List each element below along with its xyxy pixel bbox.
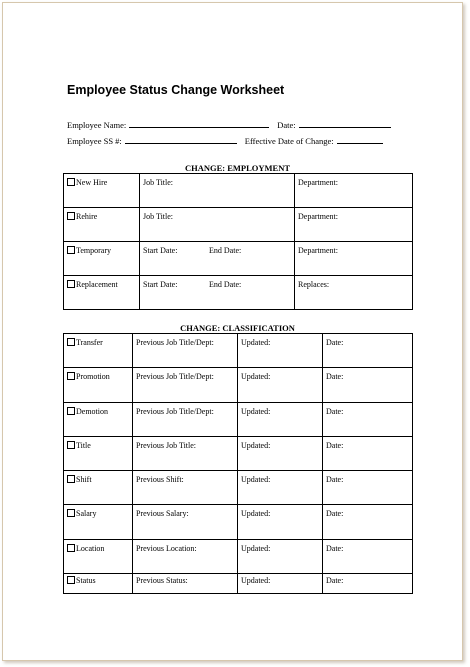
table-row xyxy=(64,574,413,594)
field-label: Updated: xyxy=(241,475,271,485)
start-end-date-cell[interactable] xyxy=(140,242,295,276)
date-cell[interactable] xyxy=(323,436,413,470)
field-label: Start Date: xyxy=(143,280,178,289)
classification-type-label: Location xyxy=(76,543,105,553)
classification-type-label: Demotion xyxy=(76,406,108,416)
table-row xyxy=(64,402,413,436)
field-label: End Date: xyxy=(209,280,242,289)
effective-date-field[interactable] xyxy=(337,135,383,144)
date-cell[interactable] xyxy=(323,539,413,573)
field-label: Previous Location: xyxy=(136,543,197,553)
effective-date-label: Effective Date of Change: xyxy=(244,136,334,146)
previous-cell[interactable] xyxy=(133,368,238,402)
employment-type-cell[interactable] xyxy=(64,242,140,276)
employment-section-title: CHANGE: EMPLOYMENT xyxy=(184,163,291,173)
employment-type-label: Rehire xyxy=(76,212,98,221)
classification-type-cell[interactable] xyxy=(64,368,133,402)
field-label: Previous Job Title/Dept: xyxy=(136,372,214,382)
field-label: Previous Shift: xyxy=(136,475,184,485)
date-label: Date: xyxy=(277,120,296,130)
field-label: Previous Status: xyxy=(136,576,188,586)
field-label: Date: xyxy=(326,440,344,450)
classification-type-cell[interactable] xyxy=(64,505,133,539)
employment-type-cell[interactable] xyxy=(64,208,140,242)
field-label: Previous Salary: xyxy=(136,509,189,519)
field-label: Job Title: xyxy=(143,178,174,187)
employment-type-cell[interactable] xyxy=(64,276,140,310)
employee-ss-field[interactable] xyxy=(125,135,237,144)
job-title-cell[interactable] xyxy=(140,208,295,242)
table-row xyxy=(64,368,413,402)
field-label: Department: xyxy=(298,178,338,187)
field-label: Updated: xyxy=(241,576,271,586)
field-label: Updated: xyxy=(241,543,271,553)
field-label: Date: xyxy=(326,543,344,553)
field-label: Date: xyxy=(326,372,344,382)
checkbox[interactable] xyxy=(67,280,75,288)
employee-name-row xyxy=(67,119,399,130)
checkbox[interactable] xyxy=(67,178,75,186)
employment-type-label: Temporary xyxy=(76,246,111,255)
field-label: Department: xyxy=(298,212,338,221)
previous-cell[interactable] xyxy=(133,436,238,470)
checkbox[interactable] xyxy=(67,509,75,517)
field-label: Updated: xyxy=(241,509,271,519)
employment-type-label: New Hire xyxy=(76,178,108,187)
employment-table xyxy=(63,173,413,310)
classification-type-label: Salary xyxy=(76,509,97,519)
table-row xyxy=(64,471,413,505)
previous-cell[interactable] xyxy=(133,471,238,505)
field-label: Department: xyxy=(298,246,338,255)
date-cell[interactable] xyxy=(323,334,413,368)
table-row xyxy=(64,539,413,573)
table-row xyxy=(64,242,413,276)
employment-type-label: Replacement xyxy=(76,280,118,289)
updated-cell[interactable] xyxy=(238,402,323,436)
department-cell[interactable] xyxy=(295,208,413,242)
date-field[interactable] xyxy=(299,119,391,128)
department-cell[interactable] xyxy=(295,174,413,208)
field-label: Previous Job Title: xyxy=(136,440,197,450)
job-title-cell[interactable] xyxy=(140,174,295,208)
classification-type-label: Title xyxy=(76,440,91,450)
classification-section-title: CHANGE: CLASSIFICATION xyxy=(180,323,295,333)
field-label: Previous Job Title/Dept: xyxy=(136,338,214,347)
employee-name-label: Employee Name: xyxy=(67,120,127,130)
updated-cell[interactable] xyxy=(238,368,323,402)
updated-cell[interactable] xyxy=(238,471,323,505)
classification-type-label: Shift xyxy=(76,475,92,485)
field-label: Updated: xyxy=(241,338,271,347)
previous-cell[interactable] xyxy=(133,505,238,539)
previous-cell[interactable] xyxy=(133,334,238,368)
field-label: Date: xyxy=(326,509,344,519)
updated-cell[interactable] xyxy=(238,539,323,573)
employment-type-cell[interactable] xyxy=(64,174,140,208)
field-label: Date: xyxy=(326,576,344,586)
classification-type-cell[interactable] xyxy=(64,334,133,368)
checkbox[interactable] xyxy=(67,544,75,552)
classification-type-label: Transfer xyxy=(76,338,103,347)
date-cell[interactable] xyxy=(323,402,413,436)
updated-cell[interactable] xyxy=(238,436,323,470)
start-end-date-cell[interactable] xyxy=(140,276,295,310)
field-label: Updated: xyxy=(241,406,271,416)
classification-type-cell[interactable] xyxy=(64,402,133,436)
previous-cell[interactable] xyxy=(133,539,238,573)
employee-name-field[interactable] xyxy=(129,119,269,128)
table-row xyxy=(64,334,413,368)
updated-cell[interactable] xyxy=(238,505,323,539)
page-title: Employee Status Change Worksheet xyxy=(67,83,285,97)
department-cell[interactable] xyxy=(295,242,413,276)
classification-type-cell[interactable] xyxy=(64,539,133,573)
checkbox[interactable] xyxy=(67,246,75,254)
field-label: Date: xyxy=(326,338,344,347)
classification-type-label: Promotion xyxy=(76,372,110,382)
checkbox[interactable] xyxy=(67,441,75,449)
field-label: Previous Job Title/Dept: xyxy=(136,406,214,416)
field-label: Start Date: xyxy=(143,246,178,255)
updated-cell[interactable] xyxy=(238,574,323,594)
checkbox[interactable] xyxy=(67,576,75,584)
date-cell[interactable] xyxy=(323,505,413,539)
table-row xyxy=(64,436,413,470)
field-label: Updated: xyxy=(241,440,271,450)
previous-cell[interactable] xyxy=(133,574,238,594)
table-row xyxy=(64,208,413,242)
document-page xyxy=(2,2,463,661)
table-row xyxy=(64,505,413,539)
field-label: Date: xyxy=(326,475,344,485)
checkbox[interactable] xyxy=(67,407,75,415)
field-label: Job Title: xyxy=(143,212,174,221)
classification-table xyxy=(63,333,413,594)
date-cell[interactable] xyxy=(323,471,413,505)
classification-type-cell[interactable] xyxy=(64,436,133,470)
date-cell[interactable] xyxy=(323,368,413,402)
date-cell[interactable] xyxy=(323,574,413,594)
classification-type-cell[interactable] xyxy=(64,471,133,505)
field-label: Date: xyxy=(326,406,344,416)
classification-type-cell[interactable] xyxy=(64,574,133,594)
previous-cell[interactable] xyxy=(133,402,238,436)
replaces-cell[interactable] xyxy=(295,276,413,310)
field-label: End Date: xyxy=(209,246,242,255)
updated-cell[interactable] xyxy=(238,334,323,368)
employee-ss-row xyxy=(67,135,391,146)
field-label: Replaces: xyxy=(298,280,330,289)
table-row xyxy=(64,174,413,208)
field-label: Updated: xyxy=(241,372,271,382)
checkbox[interactable] xyxy=(67,475,75,483)
classification-type-label: Status xyxy=(76,576,96,586)
employee-ss-label: Employee SS #: xyxy=(67,136,122,146)
checkbox[interactable] xyxy=(67,338,75,346)
table-row xyxy=(64,276,413,310)
checkbox[interactable] xyxy=(67,372,75,380)
checkbox[interactable] xyxy=(67,212,75,220)
